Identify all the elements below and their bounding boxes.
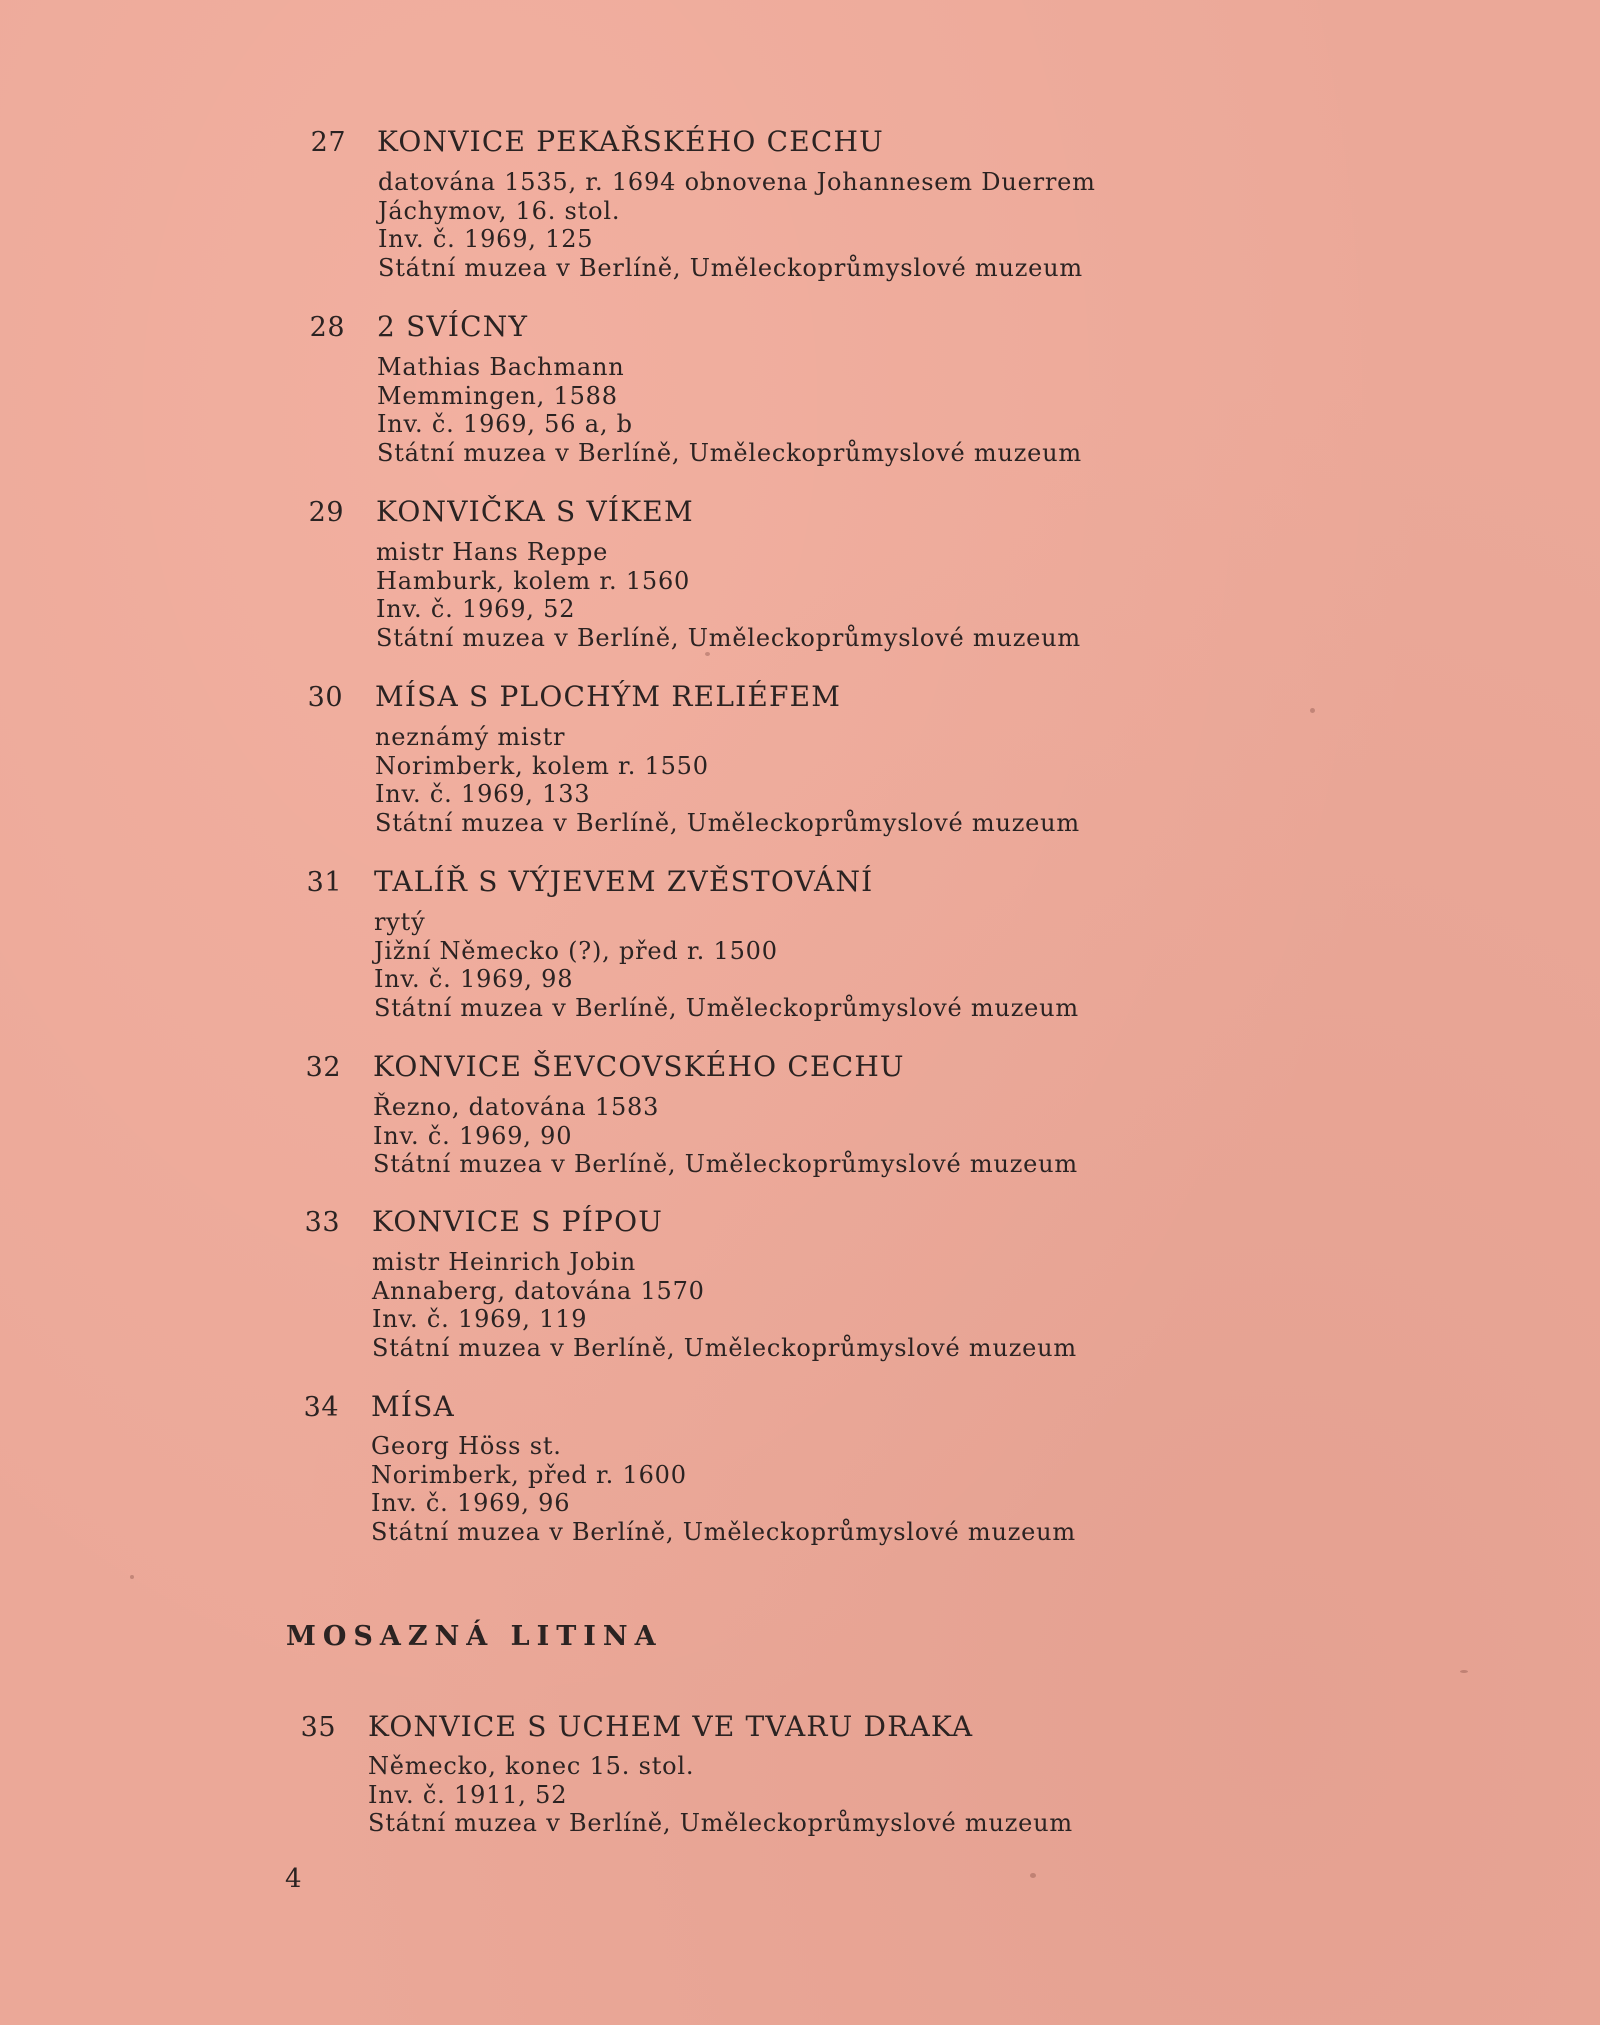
entry-line: Státní muzea v Berlíně, Uměleckoprůmyslové muzeum [368,1809,1073,1837]
entry-title: 2 SVÍCNY [377,310,529,343]
entry-title: TALÍŘ S VÝJEVEM ZVĚSTOVÁNÍ [374,865,874,898]
entry-details [372,1248,1077,1362]
entry-line: Inv. č. 1969, 52 [376,595,576,623]
entry-line: Hamburk, kolem r. 1560 [376,566,691,595]
entry-details [377,353,1082,467]
entry-line: Inv. č. 1969, 56 a, b [377,410,633,438]
entry-number: 32 [305,1052,341,1083]
entry-line: Německo, konec 15. stol. [368,1752,695,1780]
entry-details [371,1432,1076,1546]
entry-title: KONVICE S UCHEM VE TVARU DRAKA [368,1710,974,1743]
entry-line: Inv. č. 1969, 125 [378,225,594,253]
entry-title: KONVIČKA S VÍKEM [376,495,694,528]
entry-details [375,723,1080,837]
entry-details [368,1752,1073,1838]
entry-line: rytý [374,908,426,936]
entry-line: Státní muzea v Berlíně, Uměleckoprůmyslové muzeum [374,993,1079,1022]
entry-line: Státní muzea v Berlíně, Uměleckoprůmyslové muzeum [376,623,1081,652]
entry-line: datována 1535, r. 1694 obnovena Johannesem Duerrem [378,168,1096,196]
entry-line: Georg Höss st. [371,1432,562,1460]
entry-number: 35 [300,1712,336,1743]
paper-speck [130,1575,134,1579]
paper-speck [705,652,710,656]
page-number: 4 [285,1864,302,1894]
entry-title: MÍSA [371,1390,455,1423]
entry-line: Státní muzea v Berlíně, Uměleckoprůmyslové muzeum [372,1333,1077,1362]
entry-title: KONVICE ŠEVCOVSKÉHO CECHU [373,1050,905,1083]
entry-line: Annaberg, datována 1570 [372,1276,705,1305]
entry-line: Mathias Bachmann [377,353,625,381]
entry-number: 29 [308,497,344,528]
entry-details [373,1093,1078,1179]
entry-title: MÍSA S PLOCHÝM RELIÉFEM [375,680,842,713]
entry-number: 33 [304,1207,340,1238]
entry-line: Inv. č. 1969, 133 [375,780,591,808]
paper-speck [1310,708,1315,713]
entry-number: 28 [309,312,345,343]
entry-line: Inv. č. 1969, 119 [372,1305,588,1333]
entry-number: 30 [307,682,343,713]
entry-number: 31 [306,867,342,898]
entry-line: mistr Heinrich Jobin [372,1248,637,1276]
entry-line: Norimberk, před r. 1600 [371,1460,687,1489]
entry-number: 27 [310,127,346,158]
entry-line: Norimberk, kolem r. 1550 [375,751,709,780]
entry-line: mistr Hans Reppe [376,538,609,566]
entry-line: Memmingen, 1588 [377,381,618,410]
entry-line: Státní muzea v Berlíně, Uměleckoprůmyslové muzeum [377,438,1082,467]
paper-speck [1030,1873,1036,1878]
entry-line: Inv. č. 1911, 52 [368,1780,568,1809]
entry-number: 34 [303,1392,339,1423]
entry-title: KONVICE PEKAŘSKÉHO CECHU [377,125,884,158]
entry-title: KONVICE S PÍPOU [372,1205,664,1238]
entry-details [378,168,1096,282]
entry-line: neznámý mistr [375,723,566,751]
entry-line: Jáchymov, 16. stol. [378,196,621,225]
paper-speck [1460,1670,1468,1673]
entry-line: Jižní Německo (?), před r. 1500 [374,936,778,965]
entry-line: Řezno, datována 1583 [373,1093,660,1121]
entry-line: Státní muzea v Berlíně, Uměleckoprůmyslové muzeum [371,1517,1076,1546]
section-heading: MOSAZNÁ LITINA [286,1621,663,1652]
entry-line: Státní muzea v Berlíně, Uměleckoprůmyslové muzeum [373,1150,1078,1178]
entry-details [374,908,1079,1022]
entry-line: Státní muzea v Berlíně, Uměleckoprůmyslové muzeum [378,253,1083,282]
entry-line: Inv. č. 1969, 98 [374,965,574,993]
entry-line: Inv. č. 1969, 90 [373,1121,573,1150]
entry-line: Inv. č. 1969, 96 [371,1489,571,1517]
entry-details [376,538,1081,652]
entry-line: Státní muzea v Berlíně, Uměleckoprůmyslové muzeum [375,808,1080,837]
